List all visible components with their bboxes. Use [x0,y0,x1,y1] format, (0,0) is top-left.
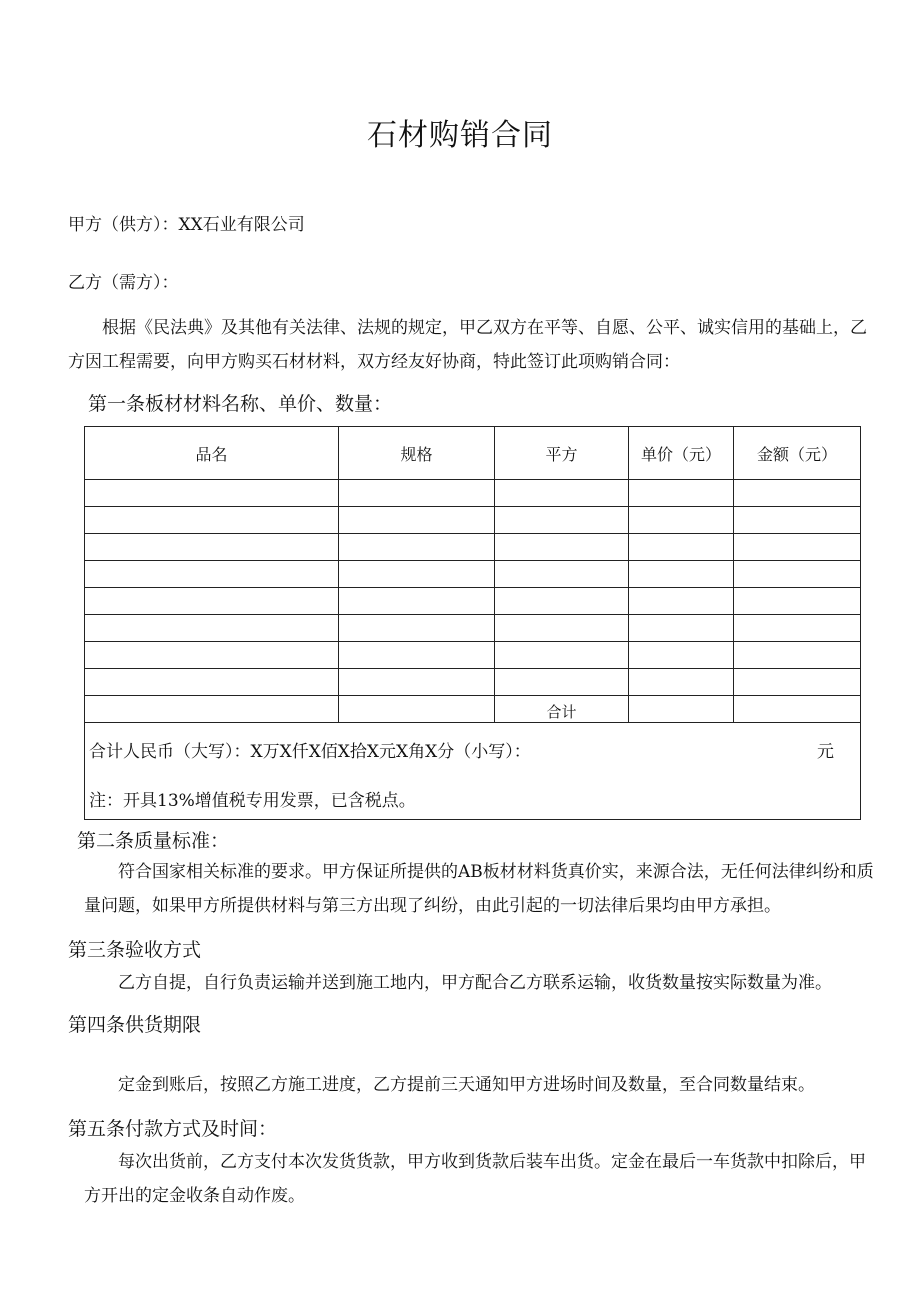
column-header: 规格 [339,427,495,480]
article2-heading: 第二条质量标准： [77,830,230,852]
table-cell[interactable] [339,615,495,642]
table-cell[interactable] [495,669,629,696]
amount-in-words: 合计人民币（大写）：X万X仟X佰X拾X元X角X分（小写）： [89,742,531,762]
table-cell[interactable] [339,561,495,588]
table-cell[interactable] [85,588,339,615]
article3-body: 乙方自提，自行负责运输并送到施工地内，甲方配合乙方联系运输，收货数量按实际数量为准。 [118,973,832,993]
table-cell[interactable] [339,507,495,534]
party-b-line: 乙方（需方）： [68,273,179,293]
table-cell[interactable] [85,696,339,723]
table-cell[interactable] [495,534,629,561]
table-cell[interactable] [734,534,861,561]
column-header: 金额（元） [734,427,861,480]
column-header: 单价（元） [629,427,734,480]
article1-heading: 第一条板材材料名称、单价、数量： [88,393,393,415]
table-cell[interactable] [495,642,629,669]
table-cell[interactable] [629,480,734,507]
preamble-paragraph: 根据《民法典》及其他有关法律、法规的规定，甲乙双方在平等、自愿、公平、诚实信用的基础上，乙方因工程需要，向甲方购买石材材料，双方经友好协商，特此签订此项购销合同： [68,318,867,372]
table-cell[interactable] [339,588,495,615]
table-cell[interactable] [629,642,734,669]
items-table [84,426,861,723]
table-cell[interactable] [85,669,339,696]
table-row [85,507,861,534]
table-cell[interactable] [85,507,339,534]
table-cell[interactable] [629,534,734,561]
table-cell[interactable] [339,480,495,507]
table-cell[interactable] [734,642,861,669]
amount-summary-box [84,721,861,820]
document-title: 石材购销合同 [367,118,553,153]
table-cell[interactable] [495,507,629,534]
total-label: 合计 [495,696,629,723]
table-cell[interactable] [339,534,495,561]
table-row [85,561,861,588]
table-cell[interactable] [85,480,339,507]
article5-heading: 第五条付款方式及时间： [68,1118,278,1140]
table-cell[interactable] [629,507,734,534]
table-cell[interactable] [495,588,629,615]
article4-body: 定金到账后，按照乙方施工进度，乙方提前三天通知甲方进场时间及数量，至合同数量结束。 [118,1075,815,1095]
table-cell[interactable] [734,480,861,507]
table-cell[interactable] [339,669,495,696]
table-cell[interactable] [734,507,861,534]
table-cell[interactable] [734,561,861,588]
table-cell[interactable] [85,615,339,642]
table-row [85,642,861,669]
table-cell[interactable] [629,588,734,615]
table-row [85,480,861,507]
table-total-row [85,696,861,723]
table-cell[interactable] [339,642,495,669]
table-cell[interactable] [339,696,495,723]
table-cell[interactable] [629,696,734,723]
article5-body: 每次出货前，乙方支付本次发货货款，甲方收到货款后装车出货。定金在最后一车货款中扣除后，甲方开出的定金收条自动作废。 [84,1152,866,1206]
table-cell[interactable] [734,669,861,696]
table-header-row [85,427,861,480]
column-header: 平方 [495,427,629,480]
article2-body: 符合国家相关标准的要求。甲方保证所提供的AB板材材料货真价实，来源合法，无任何法律纠纷和质量问题，如果甲方所提供材料与第三方出现了纠纷，由此引起的一切法律后果均由甲方承担。 [84,862,874,916]
table-row [85,615,861,642]
article3-heading: 第三条验收方式 [68,939,202,961]
table-cell[interactable] [629,615,734,642]
table-cell[interactable] [734,588,861,615]
table-cell[interactable] [85,534,339,561]
table-cell[interactable] [734,615,861,642]
table-cell[interactable] [629,669,734,696]
table-row [85,534,861,561]
table-cell[interactable] [495,615,629,642]
table-cell[interactable] [495,480,629,507]
table-row [85,588,861,615]
column-header: 品名 [85,427,339,480]
table-row [85,669,861,696]
table-cell[interactable] [85,561,339,588]
table-cell[interactable] [495,561,629,588]
article4-heading: 第四条供货期限 [68,1014,202,1036]
party-a-line: 甲方（供方）：XX石业有限公司 [68,215,305,235]
table-cell[interactable] [734,696,861,723]
table-cell[interactable] [629,561,734,588]
table-cell[interactable] [85,642,339,669]
amount-unit: 元 [817,742,834,762]
tax-note: 注：开具13%增值税专用发票，已含税点。 [89,791,416,811]
